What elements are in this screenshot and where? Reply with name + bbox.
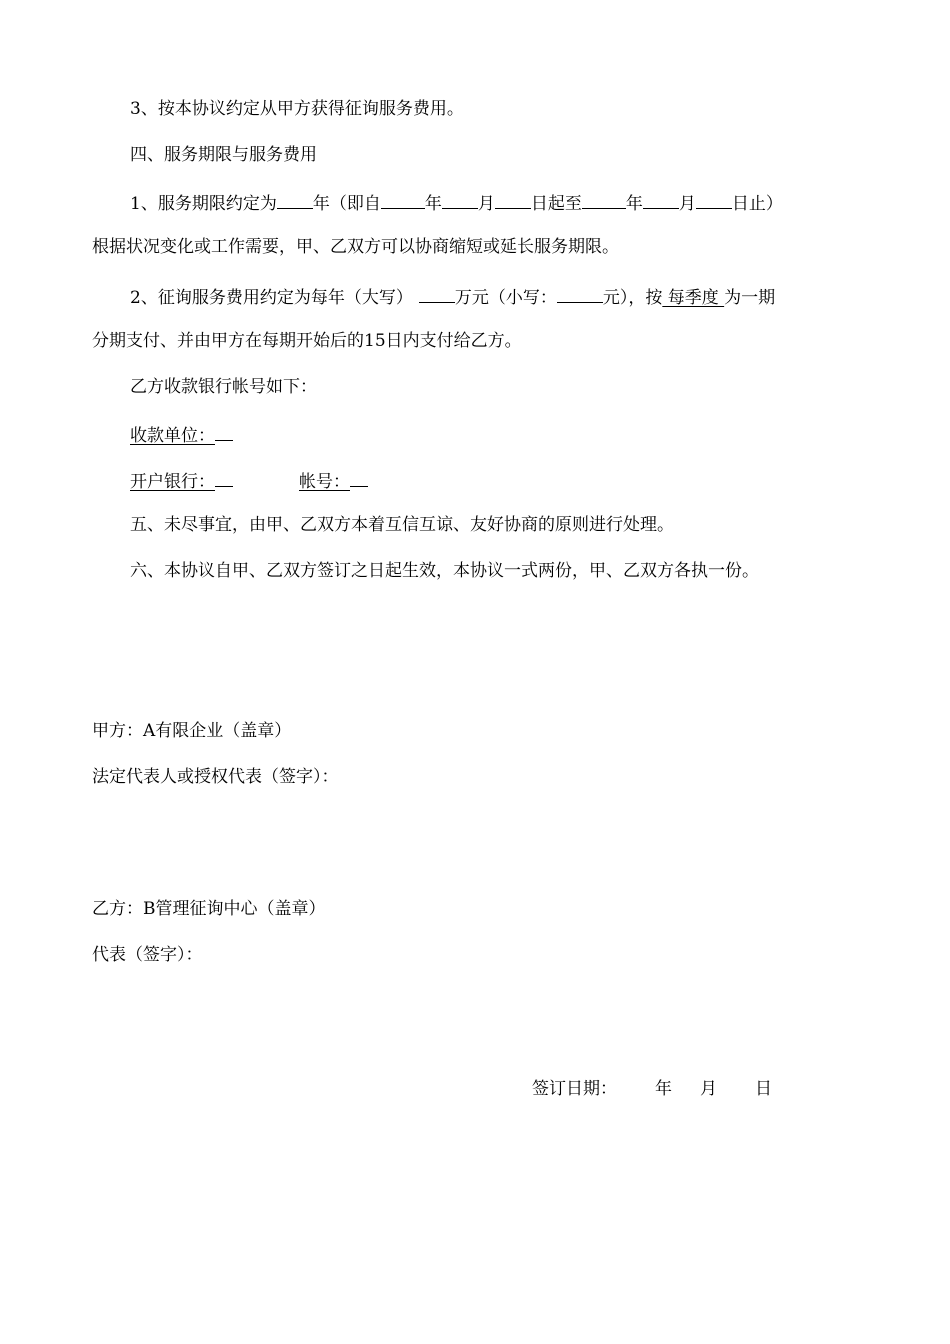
fee-capital-blank [419, 284, 455, 303]
start-year-blank [381, 190, 425, 209]
service-term-continuation: 根据状况变化或工作需要，甲、乙双方可以协商缩短或延长服务期限。 [92, 237, 619, 257]
service-fee-item-3: 3、按本协议约定从甲方获得征询服务费用。 [130, 99, 464, 119]
end-day-blank [696, 190, 732, 209]
fee-text-3: 元），按 [602, 288, 663, 308]
bank-blank [215, 468, 233, 487]
bank-label: 开户银行： [130, 472, 215, 492]
term-years-blank [277, 190, 313, 209]
service-fee-continuation: 分期支付、并由甲方在每期开始后的15日内支付给乙方。 [92, 331, 522, 351]
term-text-2: 年（即自 [312, 194, 381, 214]
section-6: 六、本协议自甲、乙双方签订之日起生效，本协议一式两份，甲、乙双方各执一份。 [130, 561, 759, 581]
fee-text-4: 为一期 [724, 288, 776, 308]
party-a-representative: 法定代表人或授权代表（签字）： [92, 767, 339, 787]
bank-account-intro: 乙方收款银行帐号如下： [130, 377, 317, 397]
party-a-name: 甲方：A有限企业（盖章） [92, 721, 292, 741]
bank-line [130, 468, 368, 493]
fee-text-1: 2、征询服务费用约定为每年（大写） [130, 288, 413, 308]
signing-date-label: 签订日期： [532, 1079, 617, 1099]
end-month-blank [643, 190, 679, 209]
signing-month: 月 [700, 1079, 717, 1099]
payee-blank [215, 422, 233, 441]
term-text-5: 日起至 [530, 194, 582, 214]
term-text-1: 1、服务期限约定为 [130, 194, 277, 214]
signing-year: 年 [655, 1079, 672, 1099]
signing-date [532, 1078, 772, 1100]
section-5: 五、未尽事宜，由甲、乙双方本着互信互谅、友好协商的原则进行处理。 [130, 515, 674, 535]
section-4-heading: 四、服务期限与服务费用 [130, 145, 317, 165]
start-day-blank [495, 190, 531, 209]
start-month-blank [442, 190, 478, 209]
term-text-4: 月 [477, 194, 495, 214]
fee-text-2: 万元（小写： [454, 288, 557, 308]
fee-numeric-blank [557, 284, 603, 303]
payment-period: 每季度 [662, 288, 725, 308]
service-term-item-1 [130, 190, 783, 215]
account-blank [350, 468, 368, 487]
signing-day: 日 [755, 1079, 772, 1099]
party-b-representative: 代表（签字）： [92, 945, 203, 965]
service-fee-item-2 [130, 284, 775, 309]
term-text-6: 年 [625, 194, 643, 214]
term-text-7: 月 [678, 194, 696, 214]
term-text-8: 日止） [731, 194, 783, 214]
term-text-3: 年 [424, 194, 442, 214]
party-b-name: 乙方：B管理征询中心（盖章） [92, 899, 326, 919]
payee-line [130, 422, 233, 447]
end-year-blank [582, 190, 626, 209]
payee-label: 收款单位： [130, 426, 215, 446]
account-label: 帐号： [299, 472, 350, 492]
